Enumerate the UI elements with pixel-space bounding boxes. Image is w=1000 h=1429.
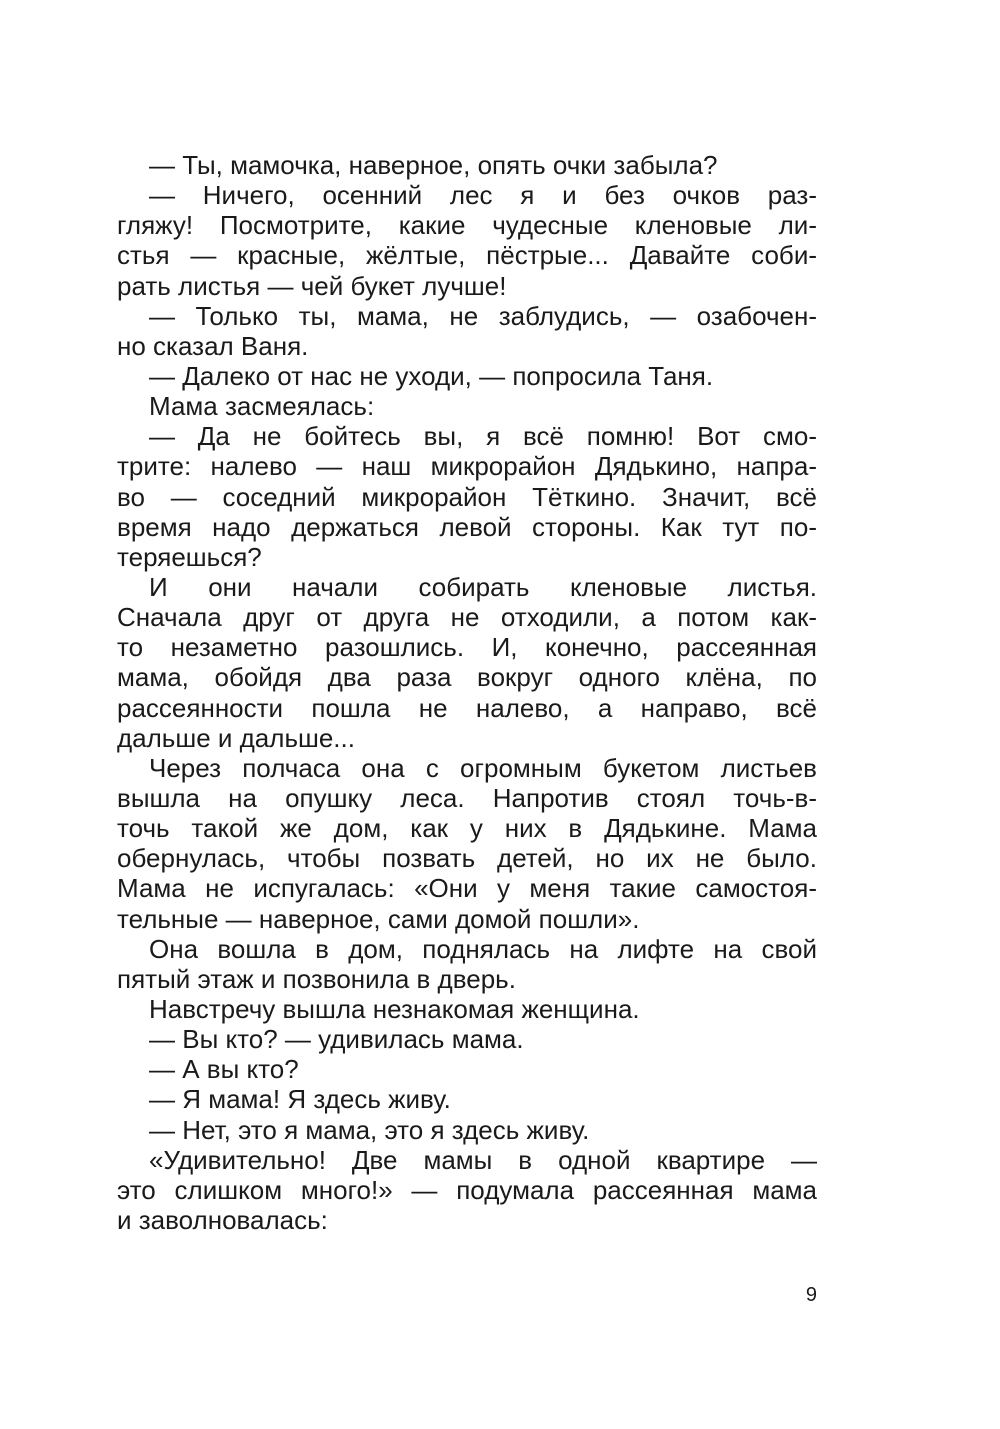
text-line: точь такой же дом, как у них в Дядькине. Мама bbox=[117, 813, 817, 844]
text-line: трите: налево — наш микрорайон Дядькино, напра- bbox=[117, 451, 817, 482]
text-line: — Только ты, мама, не заблудись, — озабочен- bbox=[149, 300, 817, 331]
body-text bbox=[117, 150, 817, 1235]
text-line: Сначала друг от друга не отходили, а потом как- bbox=[117, 602, 817, 633]
text-line: — Нет, это я мама, это я здесь живу. bbox=[149, 1114, 590, 1145]
text-line: пятый этаж и позвонила в дверь. bbox=[117, 963, 516, 994]
text-line: теряешься? bbox=[117, 541, 262, 572]
text-line: гляжу! Посмотрите, какие чудесные кленовые ли- bbox=[117, 210, 817, 241]
text-line: — Ничего, осенний лес я и без очков раз- bbox=[149, 180, 817, 211]
text-line: то незаметно разошлись. И, конечно, рассеянная bbox=[117, 632, 817, 663]
text-line: стья — красные, жёлтые, пёстрые... Давайте соби- bbox=[117, 240, 817, 271]
text-line: во — соседний микрорайон Тёткино. Значит, всё bbox=[117, 481, 817, 512]
text-line: — Я мама! Я здесь живу. bbox=[149, 1084, 451, 1115]
text-line: И они начали собирать кленовые листья. bbox=[149, 571, 817, 602]
text-line: — Да не бойтесь вы, я всё помню! Вот смо- bbox=[149, 421, 817, 452]
text-line: «Удивительно! Две мамы в одной квартире — bbox=[149, 1144, 817, 1175]
text-line: обернулась, чтобы позвать детей, но их не было. bbox=[117, 843, 817, 874]
text-line: тельные — наверное, сами домой пошли». bbox=[117, 903, 640, 934]
text-line: Она вошла в дом, поднялась на лифте на свой bbox=[149, 933, 817, 964]
text-line: и заволновалась: bbox=[117, 1204, 328, 1235]
text-line: Мама не испугалась: «Они у меня такие самостоя- bbox=[117, 873, 817, 904]
text-line: Мама засмеялась: bbox=[149, 391, 375, 422]
text-line: — Вы кто? — удивилась мама. bbox=[149, 1024, 524, 1055]
text-line: рассеянности пошла не налево, а направо, всё bbox=[117, 692, 817, 723]
text-line: рать листья — чей букет лучше! bbox=[117, 270, 507, 301]
text-line: — Далеко от нас не уходи, — попросила Таня. bbox=[149, 360, 714, 391]
text-line: это слишком много!» — подумала рассеянная мама bbox=[117, 1174, 817, 1205]
page-number: 9 bbox=[805, 1284, 817, 1306]
text-line: вышла на опушку леса. Напротив стоял точь-в- bbox=[117, 782, 817, 813]
text-line: мама, обойдя два раза вокруг одного клёна, по bbox=[117, 662, 817, 693]
text-line: но сказал Ваня. bbox=[117, 330, 309, 361]
text-line: Через полчаса она с огромным букетом листьев bbox=[149, 752, 817, 783]
text-line: дальше и дальше... bbox=[117, 722, 355, 753]
text-line: — А вы кто? bbox=[149, 1054, 299, 1085]
text-line: — Ты, мамочка, наверное, опять очки забыла? bbox=[149, 150, 718, 180]
text-line: Навстречу вышла незнакомая женщина. bbox=[149, 993, 640, 1024]
text-line: время надо держаться левой стороны. Как тут по- bbox=[117, 511, 817, 542]
